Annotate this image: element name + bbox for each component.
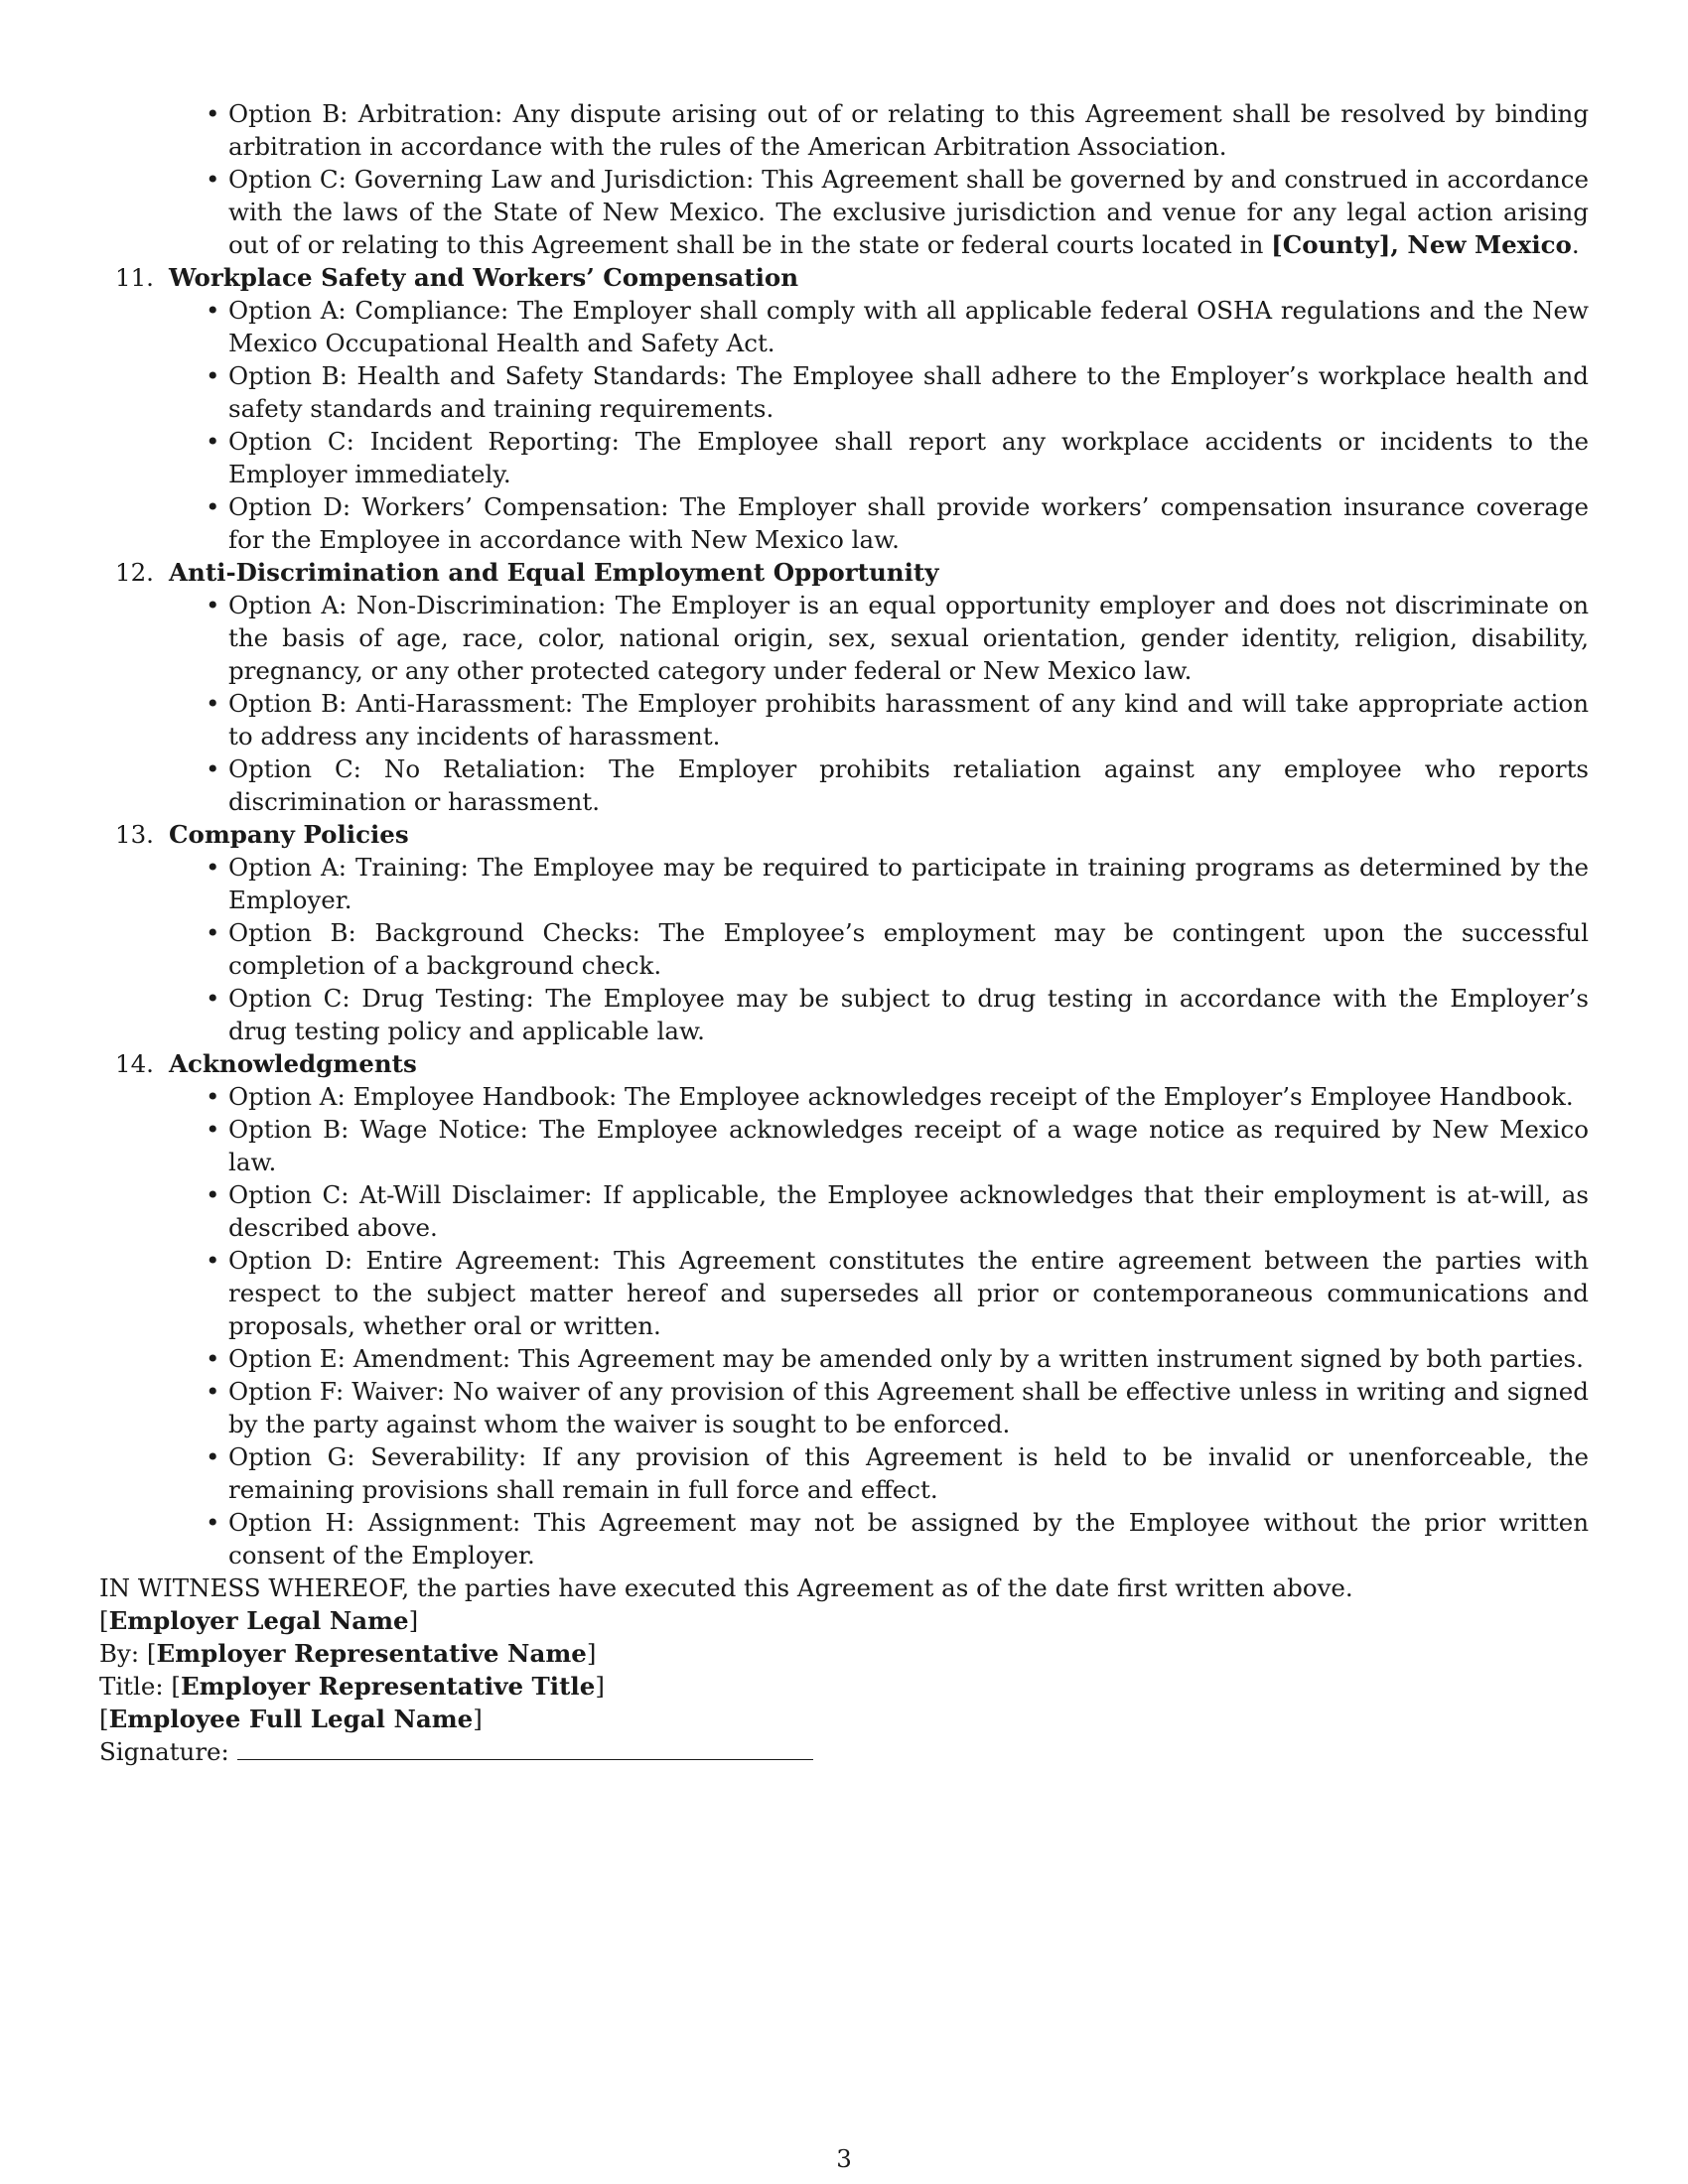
employee-legal-name: [Employee Full Legal Name] (99, 1705, 483, 1733)
section-title: Workplace Safety and Workers’ Compensation (169, 263, 799, 292)
option-list (99, 589, 1589, 818)
list-item: • Option B: Background Checks: The Employee’s employment may be contingent upon the successful completion of a background check. (99, 916, 1589, 982)
option-list (99, 851, 1589, 1047)
section-title: Acknowledgments (169, 1049, 417, 1078)
representative-title-line: Title: [Employer Representative Title] (99, 1672, 605, 1701)
list-item: • Option C: Drug Testing: The Employee may be subject to drug testing in accordance with the Employer’s drug testing policy and applicable law. (99, 982, 1589, 1047)
list-item: • Option B: Health and Safety Standards: The Employee shall adhere to the Employer’s workplace health and safety standards and training requirements. (99, 359, 1589, 425)
list-item: • Option B: Anti-Harassment: The Employer prohibits harassment of any kind and will take appropriate action to address any incidents of harassment. (99, 687, 1589, 752)
section-number: 12. (115, 558, 154, 587)
section-number: 14. (115, 1049, 154, 1078)
governing-law-location: [County], New Mexico (1271, 230, 1572, 259)
representative-title: Employer Representative Title (180, 1672, 596, 1701)
document-body (99, 97, 1589, 1768)
section-heading (99, 1047, 1589, 1080)
list-item: • Option C: Governing Law and Jurisdiction: This Agreement shall be governed by and construed in accordance with the laws of the State of New Mexico. The exclusive jurisdiction and venue for any legal action arising out of or relating to this Agreement shall be in the state or federal courts located in [County], New Mexico. (99, 163, 1589, 261)
section-heading (99, 818, 1589, 851)
section-title: Anti-Discrimination and Equal Employment Opportunity (169, 558, 939, 587)
section-heading (99, 261, 1589, 294)
list-item: • Option E: Amendment: This Agreement may be amended only by a written instrument signed by both parties. (99, 1342, 1589, 1375)
continued-option-list (99, 97, 1589, 261)
list-item: • Option B: Wage Notice: The Employee acknowledges receipt of a wage notice as required by New Mexico law. (99, 1113, 1589, 1178)
employer-legal-name: [Employer Legal Name] (99, 1606, 419, 1635)
list-item: • Option G: Severability: If any provision of this Agreement is held to be invalid or unenforceable, the remaining provisions shall remain in full force and effect. (99, 1440, 1589, 1506)
signature-label: Signature: (99, 1737, 229, 1766)
list-item: • Option F: Waiver: No waiver of any provision of this Agreement shall be effective unless in writing and signed by the party against whom the waiver is sought to be enforced. (99, 1375, 1589, 1440)
representative-name-line: By: [Employer Representative Name] (99, 1639, 597, 1668)
list-item: • Option H: Assignment: This Agreement may not be assigned by the Employee without the prior written consent of the Employer. (99, 1506, 1589, 1571)
section-13 (99, 818, 1589, 1047)
section-number: 13. (115, 820, 154, 849)
page-number: 3 (836, 2144, 852, 2173)
list-item: • Option A: Employee Handbook: The Employee acknowledges receipt of the Employer’s Employee Handbook. (99, 1080, 1589, 1113)
list-item: • Option C: No Retaliation: The Employer prohibits retaliation against any employee who reports discrimination or harassment. (99, 752, 1589, 818)
option-list (99, 1080, 1589, 1571)
witness-clause: IN WITNESS WHEREOF, the parties have executed this Agreement as of the date first written above. (99, 1573, 1353, 1602)
list-item: • Option A: Compliance: The Employer shall comply with all applicable federal OSHA regulations and the New Mexico Occupational Health and Safety Act. (99, 294, 1589, 359)
section-12 (99, 556, 1589, 818)
list-item: • Option A: Training: The Employee may be required to participate in training programs as determined by the Employer. (99, 851, 1589, 916)
section-title: Company Policies (169, 820, 409, 849)
list-item: • Option D: Workers’ Compensation: The Employer shall provide workers’ compensation insurance coverage for the Employee in accordance with New Mexico law. (99, 490, 1589, 556)
list-item: • Option C: At-Will Disclaimer: If applicable, the Employee acknowledges that their employment is at-will, as described above. (99, 1178, 1589, 1244)
option-list (99, 294, 1589, 556)
section-14 (99, 1047, 1589, 1571)
section-heading (99, 556, 1589, 589)
by-label: By: (99, 1639, 140, 1668)
signature-field[interactable] (237, 1737, 813, 1760)
list-item: • Option D: Entire Agreement: This Agreement constitutes the entire agreement between the parties with respect to the subject matter hereof and supersedes all prior or contemporaneous communications and proposals, whether oral or written. (99, 1244, 1589, 1342)
section-11 (99, 261, 1589, 556)
title-label: Title: (99, 1672, 164, 1701)
list-item: • Option C: Incident Reporting: The Employee shall report any workplace accidents or incidents to the Employer immediately. (99, 425, 1589, 490)
section-number: 11. (115, 263, 154, 292)
signature-line (99, 1735, 1589, 1768)
list-item: • Option B: Arbitration: Any dispute arising out of or relating to this Agreement shall be resolved by binding arbitration in accordance with the rules of the American Arbitration Association. (99, 97, 1589, 163)
list-item: • Option A: Non-Discrimination: The Employer is an equal opportunity employer and does not discriminate on the basis of age, race, color, national origin, sex, sexual orientation, gender identity, religion, disability, pregnancy, or any other protected category under federal or New Mexico law. (99, 589, 1589, 687)
representative-name: Employer Representative Name (156, 1639, 587, 1668)
